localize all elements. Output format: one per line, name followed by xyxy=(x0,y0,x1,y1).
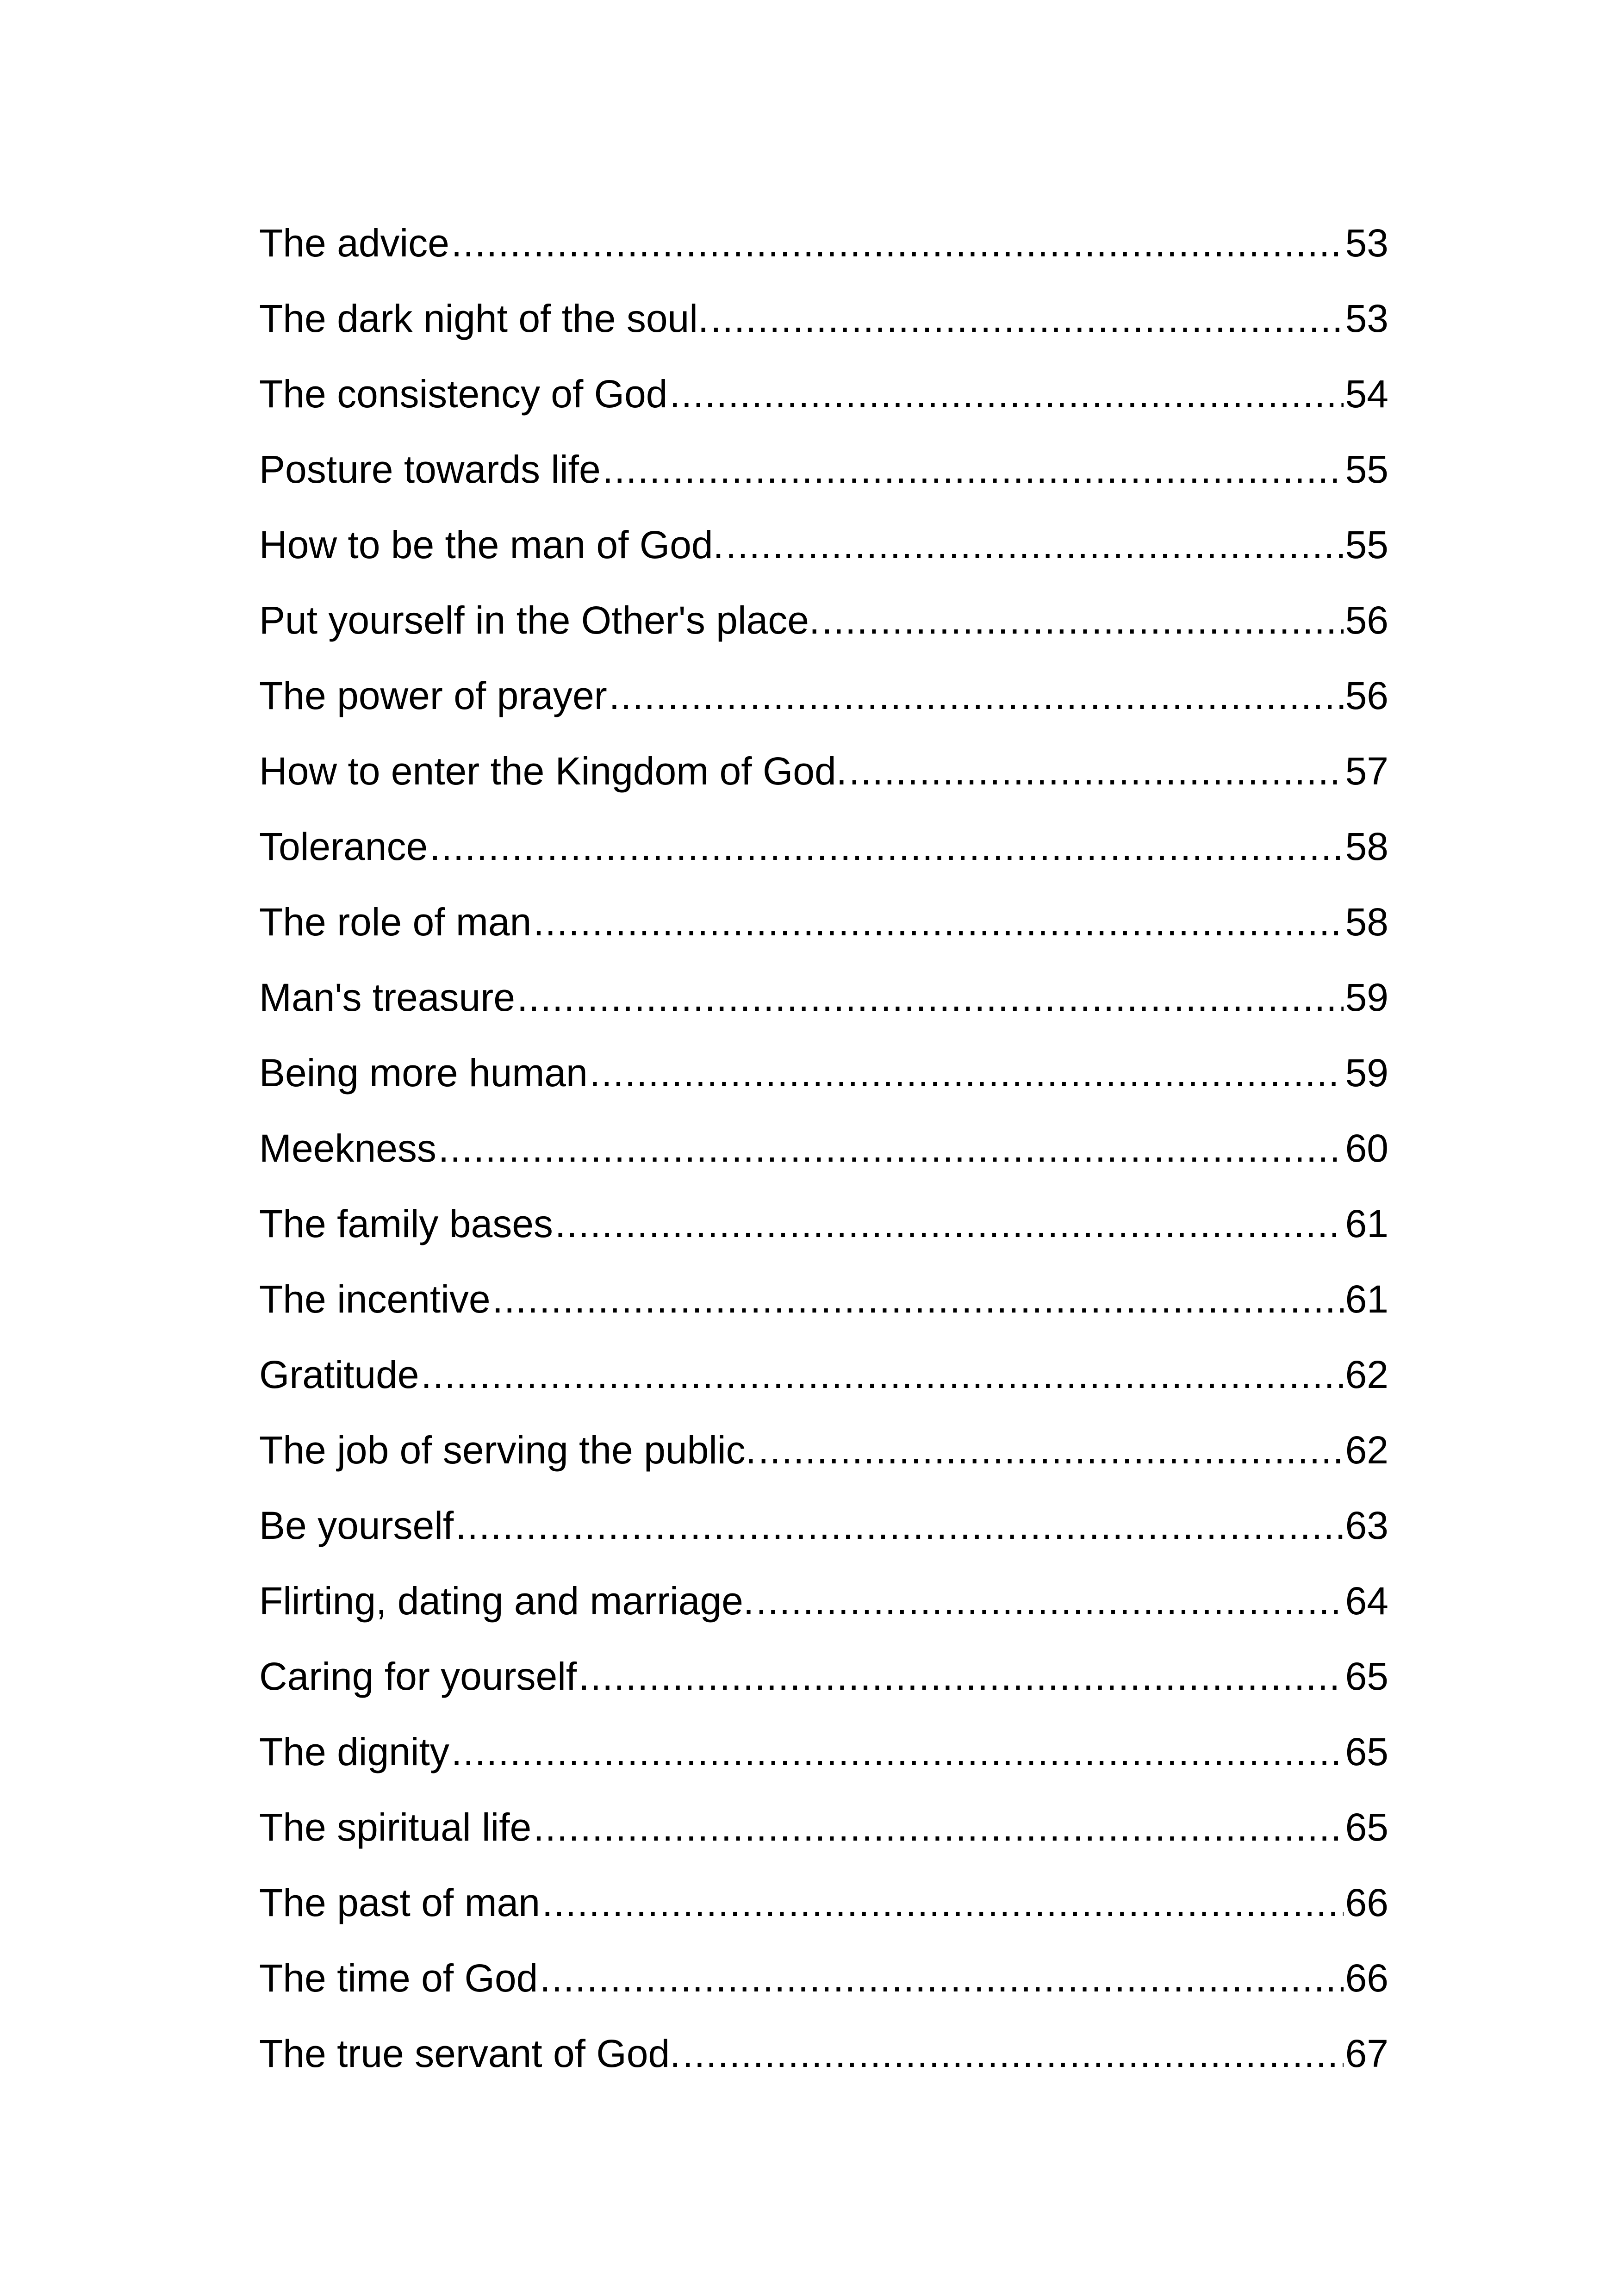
dot-leader xyxy=(849,746,1344,796)
toc-entry-title: Put yourself in the Other's place. xyxy=(259,598,820,642)
toc-entry-title: The power of prayer xyxy=(259,674,607,717)
toc-entry-page: 66 xyxy=(1345,1881,1388,1924)
toc-entry-title: The true servant of God. xyxy=(259,2032,681,2075)
toc-entry-title: How to be the man of God. xyxy=(259,523,724,566)
dot-leader xyxy=(758,1425,1344,1475)
toc-entry-title: The incentive xyxy=(259,1277,491,1321)
toc-entry-title: The advice xyxy=(259,221,449,265)
dot-leader xyxy=(429,821,1343,872)
toc-entry-title: Meekness xyxy=(259,1126,436,1170)
toc-entry-title: Tolerance xyxy=(259,825,428,868)
toc-entry[interactable] xyxy=(259,595,1388,670)
toc-entry[interactable] xyxy=(259,1198,1388,1274)
toc-entry-page: 58 xyxy=(1345,825,1388,868)
toc-entry-page: 67 xyxy=(1345,2032,1388,2075)
dot-leader xyxy=(533,1802,1343,1853)
toc-entry-page: 61 xyxy=(1345,1277,1388,1321)
toc-entry-page: 53 xyxy=(1345,221,1388,265)
toc-entry-page: 56 xyxy=(1345,598,1388,642)
toc-entry[interactable] xyxy=(259,368,1388,444)
dot-leader xyxy=(421,1349,1344,1400)
toc-entry-page: 54 xyxy=(1345,372,1388,416)
toc-entry[interactable] xyxy=(259,1953,1388,2028)
dot-leader xyxy=(756,1575,1343,1626)
dot-leader xyxy=(821,595,1343,646)
toc-entry-page: 63 xyxy=(1345,1504,1388,1547)
toc-entry[interactable] xyxy=(259,1123,1388,1198)
toc-entry-page: 65 xyxy=(1345,1805,1388,1849)
toc-entry-title: Be yourself xyxy=(259,1504,454,1547)
toc-entry-page: 59 xyxy=(1345,1051,1388,1095)
toc-entry-title: How to enter the Kingdom of God. xyxy=(259,749,847,793)
toc-entry-title: The role of man xyxy=(259,900,532,944)
toc-entry[interactable] xyxy=(259,1274,1388,1349)
dot-leader xyxy=(451,218,1344,268)
toc-entry-title: Gratitude xyxy=(259,1353,419,1396)
toc-entry[interactable] xyxy=(259,746,1388,821)
dot-leader xyxy=(451,1726,1344,1777)
toc-entry[interactable] xyxy=(259,1425,1388,1500)
toc-entry[interactable] xyxy=(259,972,1388,1047)
dot-leader xyxy=(669,368,1343,419)
toc-entry-title: The past of man xyxy=(259,1881,540,1924)
toc-entry[interactable] xyxy=(259,896,1388,972)
toc-entry-title: Flirting, dating and marriage. xyxy=(259,1579,754,1623)
toc-entry-page: 55 xyxy=(1345,523,1388,566)
toc-entry-page: 53 xyxy=(1345,297,1388,340)
toc-entry-title: Caring for yourself xyxy=(259,1655,577,1698)
toc-entry[interactable] xyxy=(259,1047,1388,1123)
toc-entry-page: 65 xyxy=(1345,1730,1388,1773)
toc-entry[interactable] xyxy=(259,1349,1388,1425)
dot-leader xyxy=(533,896,1343,947)
toc-entry-title: The family bases xyxy=(259,1202,553,1245)
toc-entry[interactable] xyxy=(259,1726,1388,1802)
dot-leader xyxy=(542,1877,1344,1928)
toc-entry[interactable] xyxy=(259,444,1388,519)
toc-entry-page: 60 xyxy=(1345,1126,1388,1170)
toc-entry-title: Man's treasure xyxy=(259,976,515,1019)
dot-leader xyxy=(590,1047,1344,1098)
toc-entry-page: 61 xyxy=(1345,1202,1388,1245)
dot-leader xyxy=(710,293,1343,344)
dot-leader xyxy=(682,2028,1343,2079)
toc-entry-page: 62 xyxy=(1345,1428,1388,1472)
toc-entry-title: Posture towards life xyxy=(259,448,601,491)
toc-entry[interactable] xyxy=(259,1877,1388,1953)
toc-entry-page: 58 xyxy=(1345,900,1388,944)
toc-entry[interactable] xyxy=(259,2028,1388,2103)
toc-entry[interactable] xyxy=(259,1802,1388,1877)
toc-entry[interactable] xyxy=(259,670,1388,746)
dot-leader xyxy=(603,444,1344,495)
toc-entry-page: 65 xyxy=(1345,1655,1388,1698)
dot-leader xyxy=(609,670,1344,721)
toc-entry[interactable] xyxy=(259,293,1388,368)
toc-entry-page: 56 xyxy=(1345,674,1388,717)
dot-leader xyxy=(517,972,1344,1023)
toc-entry-page: 62 xyxy=(1345,1353,1388,1396)
toc-entry-title: The job of serving the public. xyxy=(259,1428,756,1472)
dot-leader xyxy=(492,1274,1344,1325)
toc-entry[interactable] xyxy=(259,218,1388,293)
toc-entry-title: The dark night of the soul. xyxy=(259,297,709,340)
toc-entry-title: The dignity xyxy=(259,1730,449,1773)
toc-entry-page: 57 xyxy=(1345,749,1388,793)
toc-entry-title: Being more human xyxy=(259,1051,588,1095)
toc-entry-title: The time of God xyxy=(259,1956,538,2000)
dot-leader xyxy=(726,519,1344,570)
table-of-contents xyxy=(259,218,1388,2103)
toc-entry-page: 55 xyxy=(1345,448,1388,491)
toc-entry-title: The consistency of God xyxy=(259,372,668,416)
toc-entry[interactable] xyxy=(259,1500,1388,1575)
toc-entry-page: 66 xyxy=(1345,1956,1388,2000)
toc-entry-title: The spiritual life xyxy=(259,1805,532,1849)
toc-entry-page: 64 xyxy=(1345,1579,1388,1623)
dot-leader xyxy=(455,1500,1343,1551)
toc-entry[interactable] xyxy=(259,1651,1388,1726)
toc-entry[interactable] xyxy=(259,519,1388,595)
toc-entry-page: 59 xyxy=(1345,976,1388,1019)
dot-leader xyxy=(579,1651,1343,1702)
dot-leader xyxy=(438,1123,1344,1174)
toc-entry[interactable] xyxy=(259,1575,1388,1651)
dot-leader xyxy=(540,1953,1343,2004)
dot-leader xyxy=(555,1198,1344,1249)
toc-entry[interactable] xyxy=(259,821,1388,896)
